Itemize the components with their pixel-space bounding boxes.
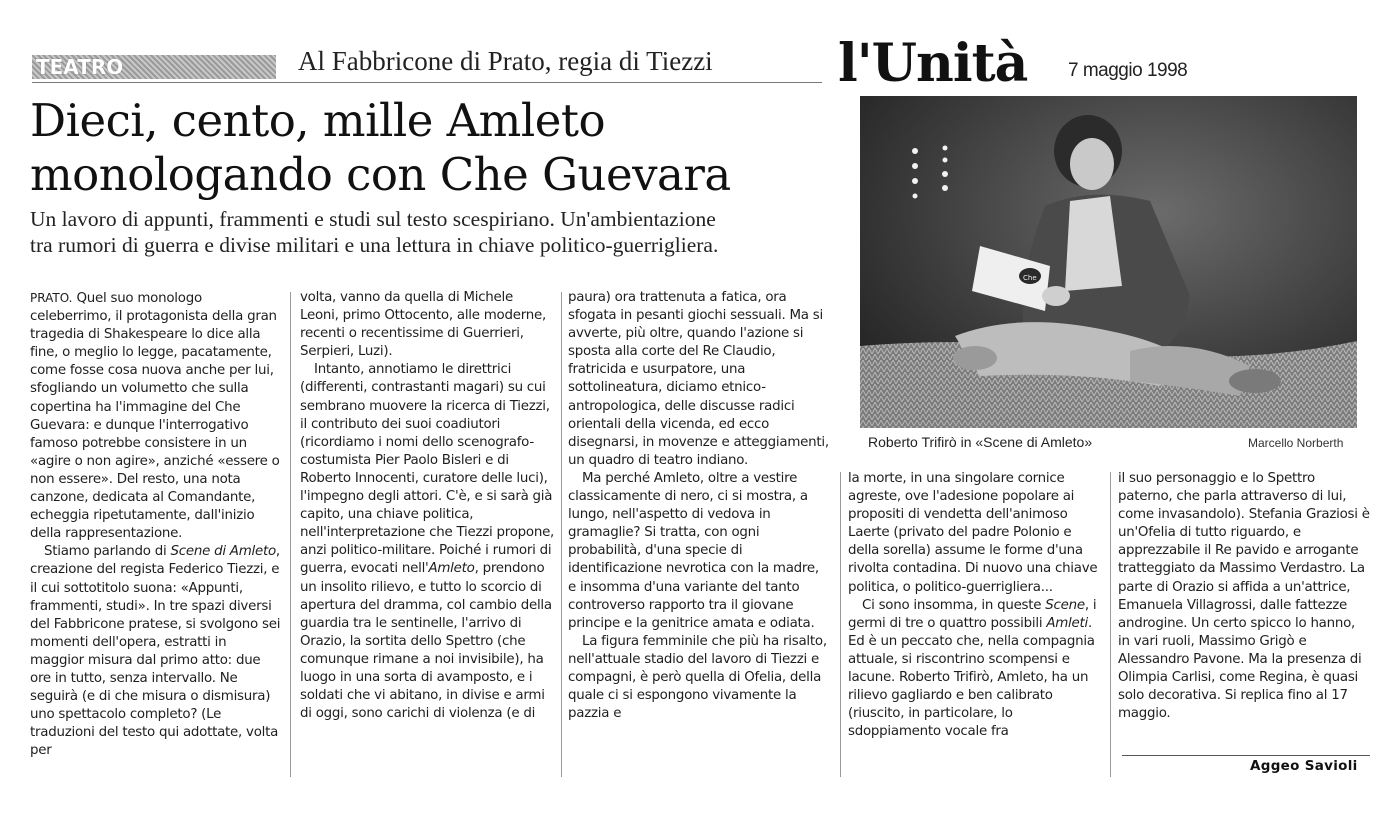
photo-illustration xyxy=(860,96,1357,428)
article-column-1 xyxy=(30,289,281,760)
paragraph-text: Stiamo parlando di xyxy=(44,544,171,560)
headline-line-2: monologando con Che Guevara xyxy=(30,148,731,201)
article-photo xyxy=(860,96,1357,428)
article-column-3 xyxy=(568,289,830,723)
paragraph-text: Intanto, annotiamo le direttrici (differenti, contrastanti magari) su cui sembrano muovere la ricerca di Tiezzi, il contributo dei suoi coadiutori (ricordiamo i nomi dello scenografo-costumista Pier Paolo Bisleri e di Roberto Innocenti, curatore delle luci), l'impegno degli attori. C'è, e si sarà già capito, una chiave politica, nell'interpretazione che Tiezzi propone, anzi politico-militare. Poiché i rumori di guerra, evocati nell' xyxy=(300,362,555,577)
byline: Aggeo Savioli xyxy=(1250,758,1358,774)
paragraph-text: Ci sono insomma, in queste xyxy=(862,597,1046,613)
masthead: l'Unità xyxy=(838,33,1028,94)
byline-rule xyxy=(1122,755,1370,756)
paragraph: La figura femminile che più ha risalto, nell'attuale stadio del lavoro di Tiezzi e compagni, è però quella di Ofelia, della quale ci si espongono vivamente la pazzia e xyxy=(568,633,827,722)
paragraph-text: , creazione del regista Federico Tiezzi, e il cui sottotitolo suona: «Appunti, frammenti, studi». In tre spazi diversi del Fabbricone pratese, si svolgono sei momenti dell'opera, estratti in maggior misura dal primo atto: due ore in tutto, senza intervallo. Ne seguirà (e di che misura o dismisura) uno spettacolo completo? (Le traduzioni del testo qui adottate, volta per xyxy=(30,544,281,759)
paragraph xyxy=(30,289,281,543)
article-column-2 xyxy=(300,289,555,723)
paragraph-text: . Ed è un peccato che, nella compagnia attuale, si riscontrino scompensi e lacune. Roberto Trifirò, Amleto, ha un rilievo gagliardo e ben calibrato (riuscito, in particolare, lo sdoppiamento vocale fra xyxy=(848,615,1095,740)
dateline: PRATO. xyxy=(30,291,73,305)
work-title: Scene di Amleto xyxy=(170,544,276,560)
article-column-5 xyxy=(1118,470,1370,723)
article-column-4 xyxy=(848,470,1100,741)
kicker: Al Fabbricone di Prato, regia di Tiezzi xyxy=(298,46,713,76)
headline xyxy=(30,94,830,202)
headline-line-1: Dieci, cento, mille Amleto xyxy=(30,94,606,147)
work-title: Scene xyxy=(1045,597,1085,613)
column-rule xyxy=(290,292,291,777)
work-title: Amleti xyxy=(1046,615,1088,631)
subheadline xyxy=(30,206,840,258)
paragraph xyxy=(30,543,281,760)
column-rule xyxy=(561,292,562,777)
column-rule xyxy=(840,472,841,777)
paragraph xyxy=(300,361,555,723)
paragraph: volta, vanno da quella di Michele Leoni, primo Ottocento, alle moderne, recenti o recentissime di Guerrieri, Serpieri, Luzi). xyxy=(300,290,546,360)
subheadline-line-1: Un lavoro di appunti, frammenti e studi sul testo scespiriano. Un'ambientazione xyxy=(30,207,716,231)
photo-credit: Marcello Norberth xyxy=(1248,436,1344,450)
paragraph: Ma perché Amleto, oltre a vestire classicamente di nero, ci si mostra, a lungo, nell'aspetto di vedova in gramaglie? Si tratta, con ogni probabilità, d'una specie di identificazione nevrotica con la madre, e insomma d'una variante del tanto controverso rapporto tra il giovane principe e la genitrice amata e odiata. xyxy=(568,470,819,631)
paragraph-text: , prendono un insolito rilievo, e tutto lo scorcio di apertura del dramma, col cambio della guardia tra le sentinelle, l'arrivo di Orazio, la sortita dello Spettro (che comunque rimane a noi invisibile), ha luogo in una sorta di avamposto, e i soldati che vi abitano, in divise e armi di oggi, sono carichi di violenza (e di xyxy=(300,561,552,722)
work-title: Amleto xyxy=(428,561,475,577)
publication-date: 7 maggio 1998 xyxy=(1068,60,1188,81)
section-tag: TEATRO xyxy=(32,55,276,79)
photo-caption: Roberto Trifirò in «Scene di Amleto» xyxy=(868,434,1093,450)
paragraph-text: , i germi di tre o quattro possibili xyxy=(848,597,1097,631)
paragraph: il suo personaggio e lo Spettro paterno, che parla attraverso di lui, come invasandolo). Stefania Graziosi è un'Ofelia di tutto riguardo, e apprezzabile il Re pavido e arrogante tratteggiato da Massimo Verdastro. La parte di Orazio si affida a un'attrice, Emanuela Villagrossi, dalle fattezze androgine. Un certo spicco lo hanno, in vari ruoli, Massimo Grigò e Alessandro Pavone. Ma la presenza di Olimpia Carlisi, come Regina, è quasi solo decorativa. Si replica fino al 17 maggio. xyxy=(1118,471,1370,722)
paragraph: paura) ora trattenuta a fatica, ora sfogata in pesanti giochi sessuali. Ma si avverte, più oltre, quando l'azione si sposta alla corte del Re Claudio, fratricida e usurpatore, una sottolineatura, diciamo etnico-antropologica, delle discusse radici orientali della vicenda, ed ecco disegnarsi, in movenze e atteggiamenti, un quadro di teatro indiano. xyxy=(568,290,829,468)
header-rule xyxy=(32,82,822,83)
paragraph-text: Quel suo monologo celeberrimo, il protagonista della gran tragedia di Shakespeare lo dice alla fine, o meglio lo legge, pacatamente, come fosse cosa nuova anche per lui, sfogliando un volumetto che sulla copertina ha l'immagine del Che Guevara: e dunque l'interrogativo famoso potrebbe consistere in un «agire o non agire», anziché «essere o non essere». Del resto, una nota canzone, dedicata al Comandante, echeggia ripetutamente, dall'inizio della rappresentazione. xyxy=(30,291,280,542)
paragraph xyxy=(848,597,1100,742)
column-rule xyxy=(1110,472,1111,777)
subheadline-line-2: tra rumori di guerra e divise militari e una lettura in chiave politico-guerrigliera. xyxy=(30,233,719,257)
book-label: Che xyxy=(1023,274,1037,282)
paragraph: la morte, in una singolare cornice agreste, ove l'adesione popolare ai propositi di vendetta dell'animoso Laerte (privato del padre Polonio e della sorella) assume le forme d'una rivolta contadina. Di nuovo una chiave politica, o politico-guerrigliera... xyxy=(848,471,1098,595)
